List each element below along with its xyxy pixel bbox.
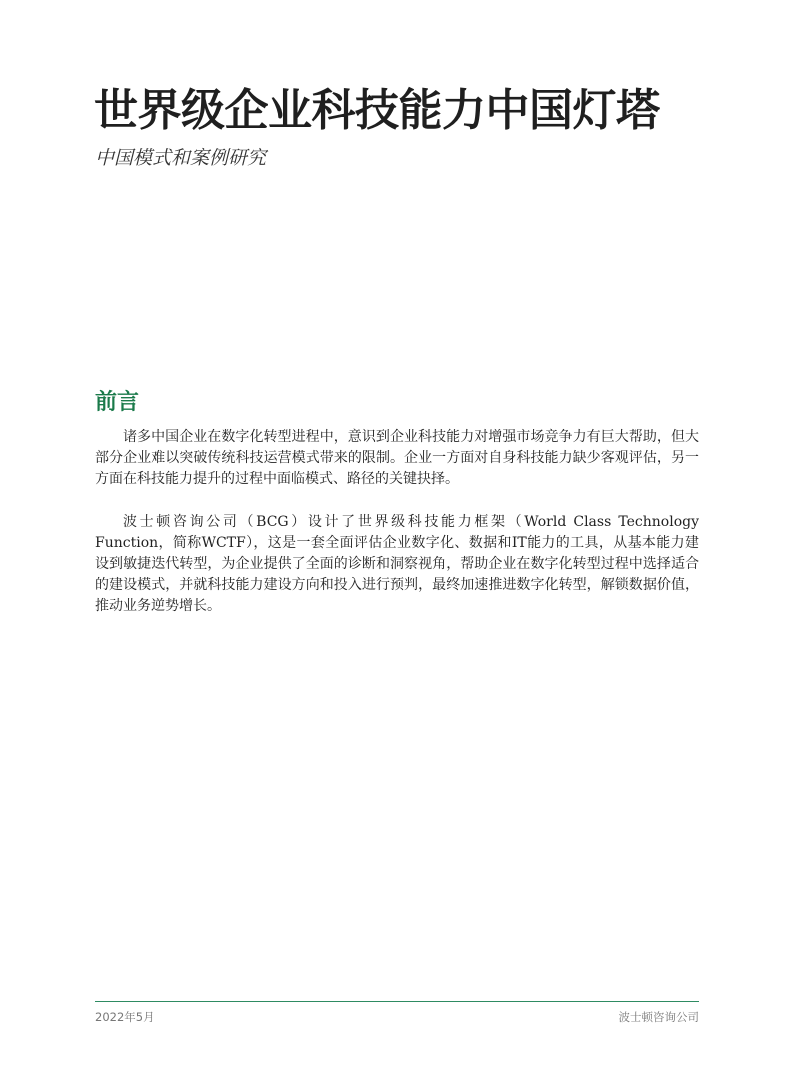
preface-heading: 前言	[95, 389, 140, 415]
preface-paragraph-1: 诸多中国企业在数字化转型进程中，意识到企业科技能力对增强市场竞争力有巨大帮助，但大部分企业难以突破传统科技运营模式带来的限制。企业一方面对自身科技能力缺少客观评估，另一方面在科技能力提升的过程中面临模式、路径的关键抉择。	[95, 429, 699, 487]
document-title: 世界级企业科技能力中国灯塔	[94, 85, 660, 136]
footer-date: 2022年5月	[95, 1010, 155, 1024]
document-subtitle: 中国模式和案例研究	[95, 147, 267, 169]
footer-divider	[95, 1001, 699, 1002]
preface-paragraph-2: 波士顿咨询公司（BCG）设计了世界级科技能力框架（World Class Technology Function，简称WCTF），这是一套全面评估企业数字化、数据和IT能力的工具，从基本能力建设到敏捷迭代转型，为企业提供了全面的诊断和洞察视角，帮助企业在数字化转型过程中选择适合的建设模式，并就科技能力建设方向和投入进行预判，最终加速推进数字化转型，解锁数据价值，推动业务逆势增长。	[95, 514, 699, 614]
footer-company-name: 波士顿咨询公司	[618, 1010, 699, 1024]
preface-body	[95, 427, 699, 639]
